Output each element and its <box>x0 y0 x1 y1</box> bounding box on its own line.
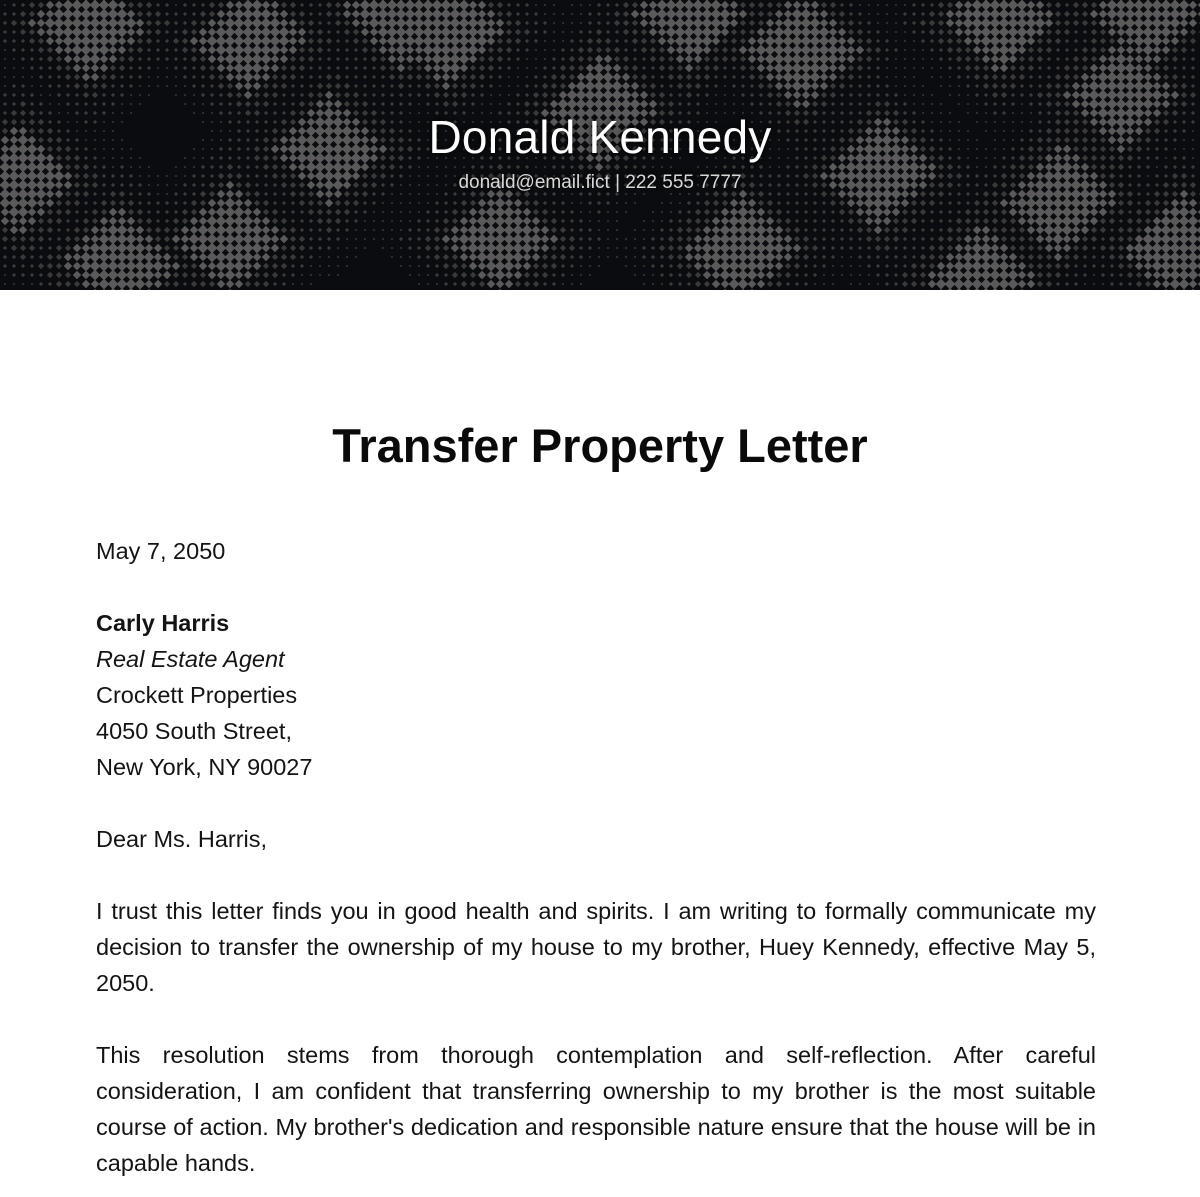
letter-body <box>96 533 1096 1197</box>
sender-name: Donald Kennedy <box>428 111 772 163</box>
recipient-city: New York, NY 90027 <box>96 754 313 780</box>
body-paragraph: I trust this letter finds you in good health and spirits. I am writing to formally communicate my decision to transfer the ownership of my house to my brother, Huey Kennedy, effective May 5, 2050. <box>96 898 1096 996</box>
salutation: Dear Ms. Harris, <box>96 826 268 852</box>
letterhead-banner <box>0 0 1200 290</box>
recipient-address <box>96 605 1096 785</box>
body-paragraph: This resolution stems from thorough contemplation and self-reflection. After careful consideration, I am confident that transferring ownership to my brother is the most suitable course of action. My brother's dedication and responsible nature ensure that the house will be in capable hands. <box>96 1042 1096 1176</box>
page-title: Transfer Property Letter <box>332 419 868 472</box>
sender-contact: donald@email.fict | 222 555 7777 <box>458 172 742 193</box>
letter-date: May 7, 2050 <box>96 538 226 564</box>
recipient-name: Carly Harris <box>96 610 230 636</box>
recipient-role: Real Estate Agent <box>96 646 285 672</box>
recipient-company: Crockett Properties <box>96 682 298 708</box>
recipient-street: 4050 South Street, <box>96 718 292 744</box>
